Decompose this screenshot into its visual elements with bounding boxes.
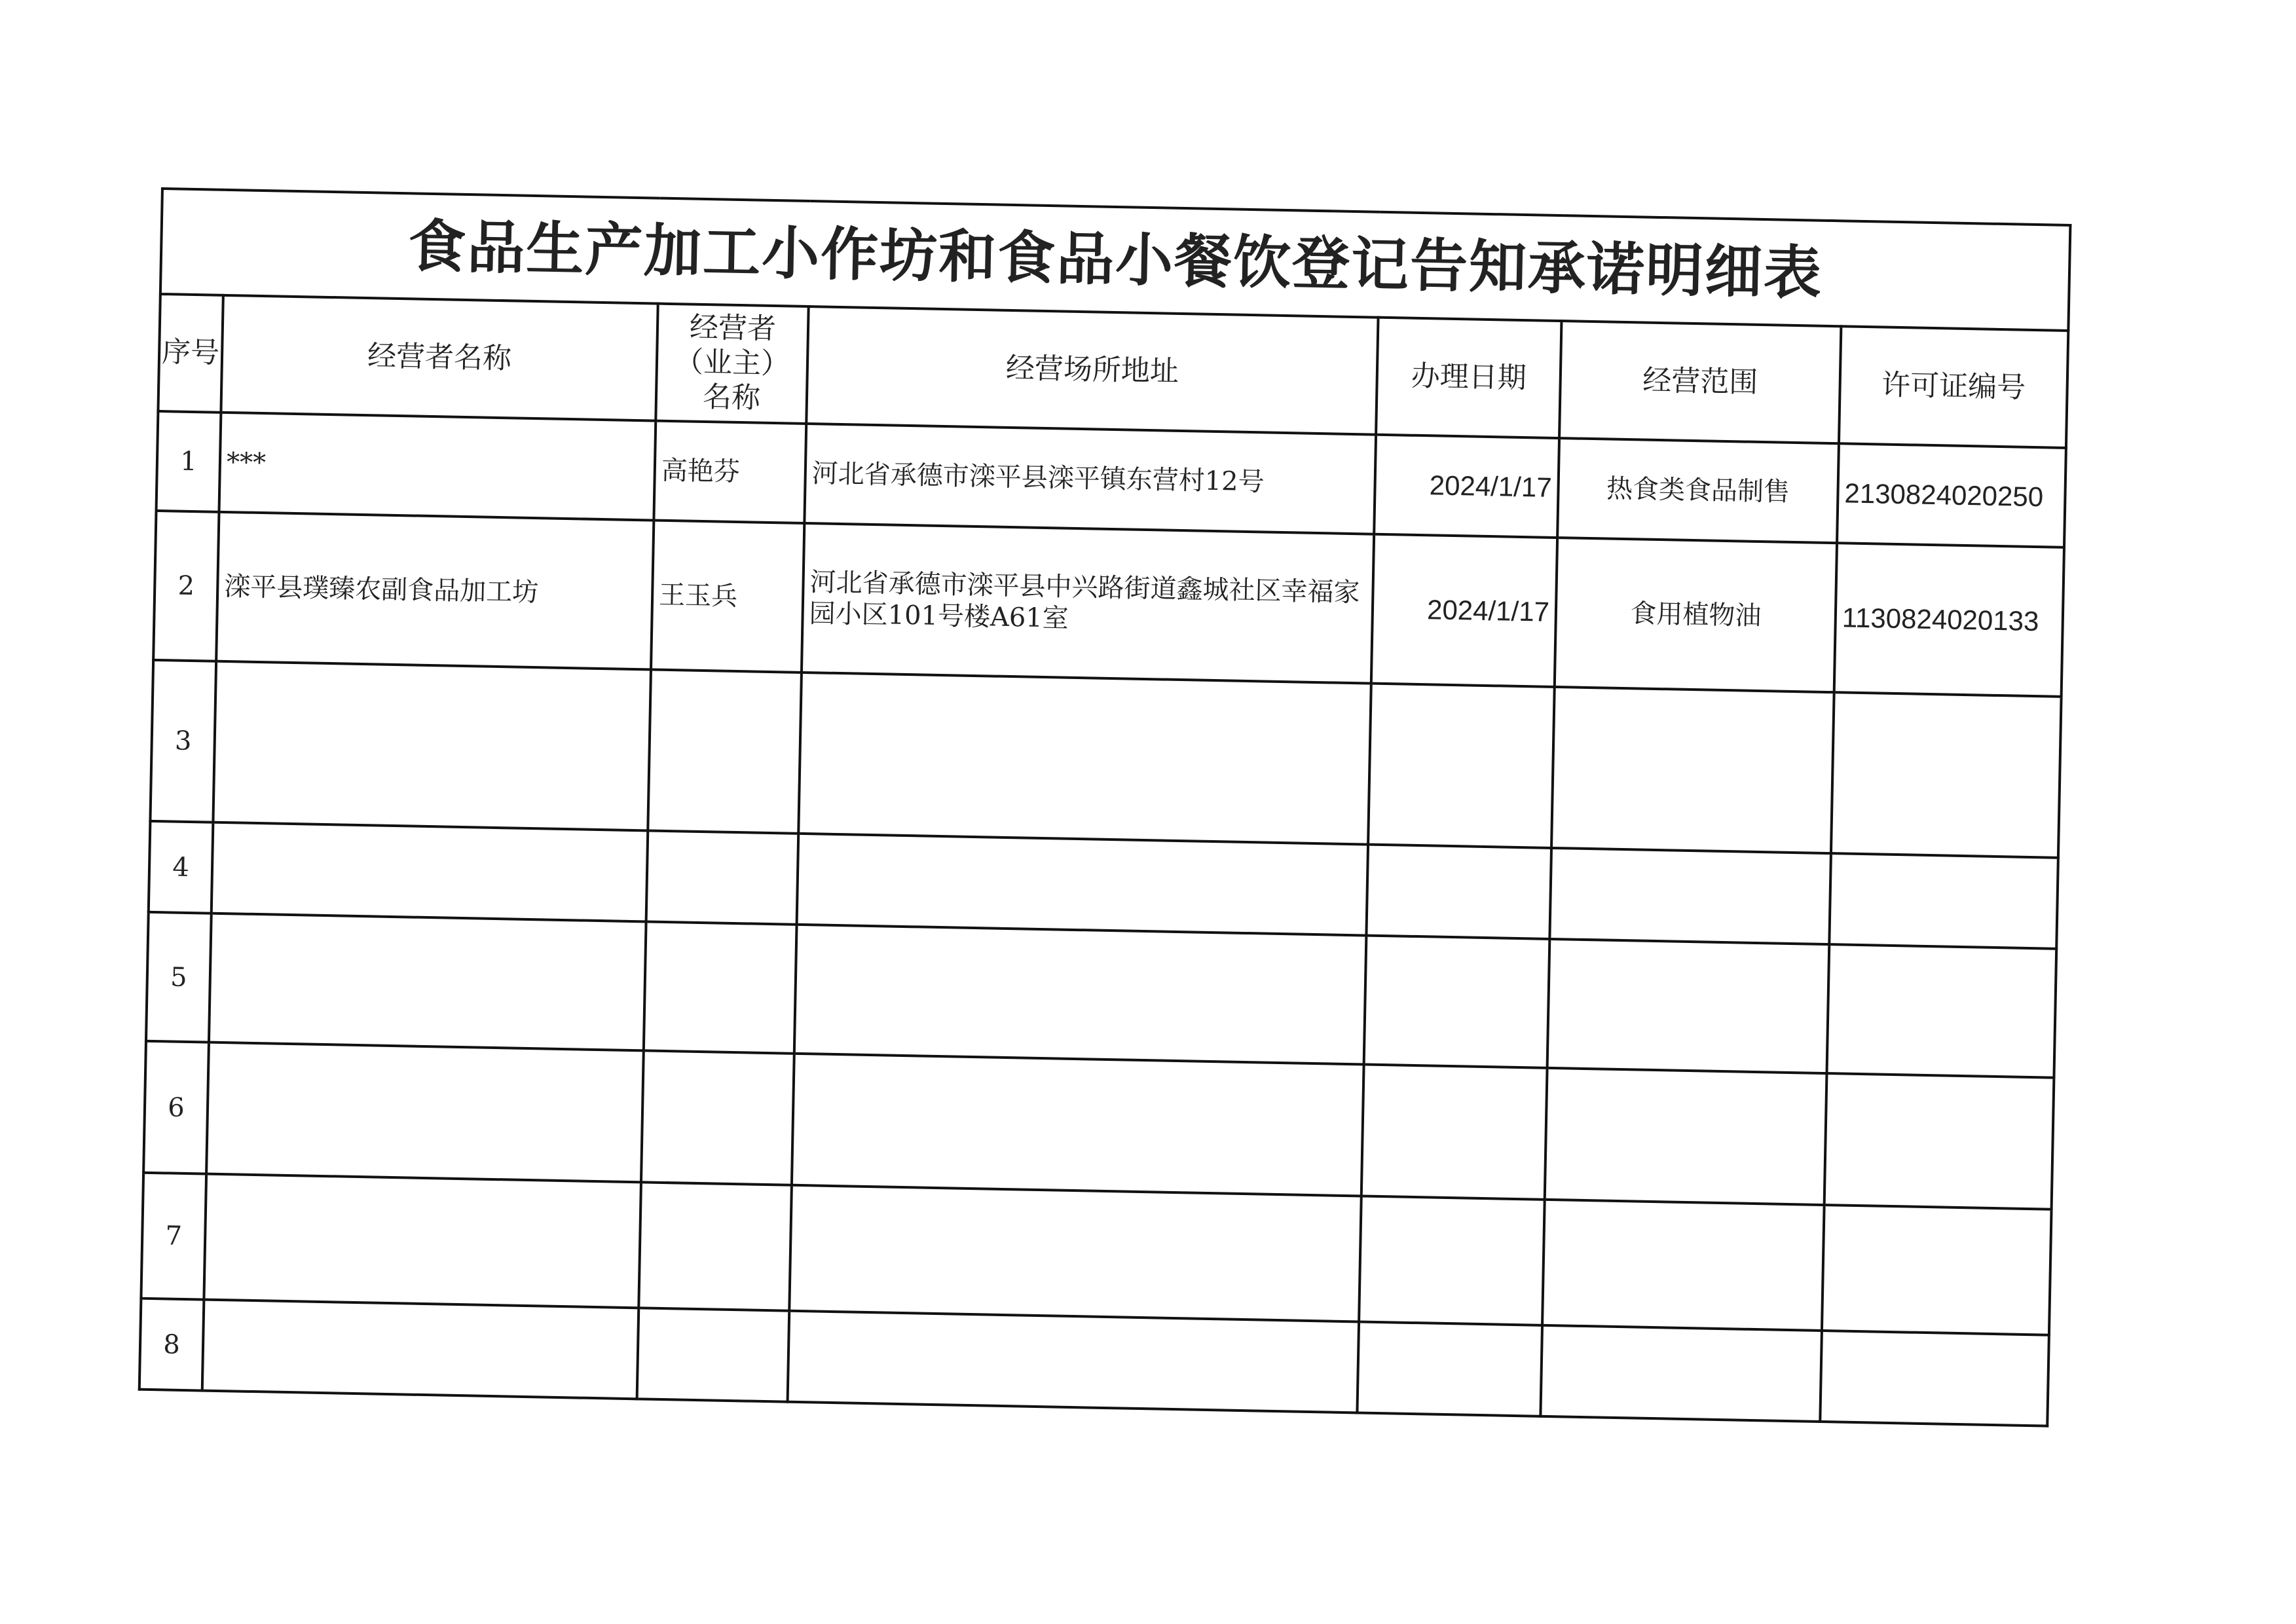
- empty-cell: [1551, 687, 1834, 853]
- empty-cell: [1822, 1205, 2052, 1335]
- address: 河北省承德市滦平县中兴路街道鑫城社区幸福家园小区101号楼A61室: [802, 523, 1374, 684]
- empty-cell: [1359, 1196, 1545, 1325]
- empty-cell: [204, 1174, 641, 1308]
- header-index: 序号: [158, 294, 223, 413]
- date: 2024/1/17: [1371, 534, 1557, 687]
- empty-cell: [1545, 1068, 1827, 1205]
- row-index: 3: [150, 660, 216, 822]
- date: 2024/1/17: [1374, 435, 1559, 538]
- empty-cell: [206, 1043, 644, 1183]
- empty-cell: [213, 661, 651, 831]
- empty-cell: [798, 673, 1371, 845]
- header-scope: 经营范围: [1559, 321, 1841, 443]
- empty-cell: [1826, 944, 2056, 1078]
- owner-name: 王玉兵: [651, 521, 804, 673]
- license-number: 1130824020133: [1834, 543, 2064, 697]
- row-index: 1: [157, 411, 221, 512]
- header-date: 办理日期: [1376, 318, 1561, 438]
- owner-name: 高艳芬: [654, 421, 806, 523]
- row-index: 5: [146, 912, 212, 1043]
- row-index: 7: [141, 1173, 206, 1300]
- row-index: 6: [143, 1041, 209, 1174]
- empty-cell: [1364, 936, 1550, 1068]
- empty-cell: [1831, 692, 2062, 858]
- empty-cell: [1547, 939, 1830, 1073]
- empty-cell: [789, 1185, 1361, 1322]
- empty-cell: [644, 921, 797, 1053]
- table-title: 食品生产加工小作坊和食品小餐饮登记告知承诺明细表: [160, 189, 2071, 331]
- registration-sheet: [138, 187, 2072, 1428]
- empty-cell: [1366, 845, 1551, 939]
- empty-cell: [1542, 1200, 1824, 1331]
- empty-cell: [641, 1050, 794, 1185]
- row-index: 8: [139, 1299, 204, 1391]
- header-license: 许可证编号: [1839, 326, 2068, 448]
- empty-cell: [648, 669, 802, 833]
- empty-cell: [1549, 848, 1831, 944]
- empty-cell: [639, 1182, 792, 1310]
- empty-cell: [202, 1300, 639, 1399]
- license-number: 2130824020250: [1837, 443, 2066, 547]
- empty-cell: [1540, 1325, 1822, 1422]
- empty-cell: [788, 1311, 1360, 1413]
- row-index: 2: [153, 511, 219, 661]
- empty-cell: [1829, 853, 2058, 949]
- empty-cell: [212, 822, 648, 922]
- empty-cell: [646, 830, 799, 924]
- address: 河北省承德市滦平县滦平镇东营村12号: [804, 424, 1376, 534]
- empty-cell: [1368, 684, 1555, 848]
- empty-cell: [637, 1308, 790, 1401]
- operator-name: 滦平县璞臻农副食品加工坊: [216, 512, 654, 670]
- registration-table: [138, 187, 2072, 1428]
- empty-cell: [794, 925, 1367, 1065]
- row-index: 4: [149, 821, 213, 913]
- empty-cell: [1820, 1331, 2049, 1426]
- header-address: 经营场所地址: [806, 306, 1378, 435]
- header-owner-name: 经营者（业主）名称: [656, 304, 808, 424]
- empty-cell: [797, 834, 1369, 936]
- empty-cell: [792, 1054, 1364, 1196]
- empty-cell: [1361, 1065, 1547, 1200]
- empty-cell: [1824, 1073, 2054, 1209]
- empty-cell: [1357, 1321, 1542, 1416]
- header-operator-name: 经营者名称: [221, 295, 657, 421]
- scope: 热食类食品制售: [1557, 438, 1839, 543]
- operator-name: ***: [219, 413, 656, 521]
- scope: 食用植物油: [1555, 538, 1837, 692]
- empty-cell: [209, 913, 646, 1051]
